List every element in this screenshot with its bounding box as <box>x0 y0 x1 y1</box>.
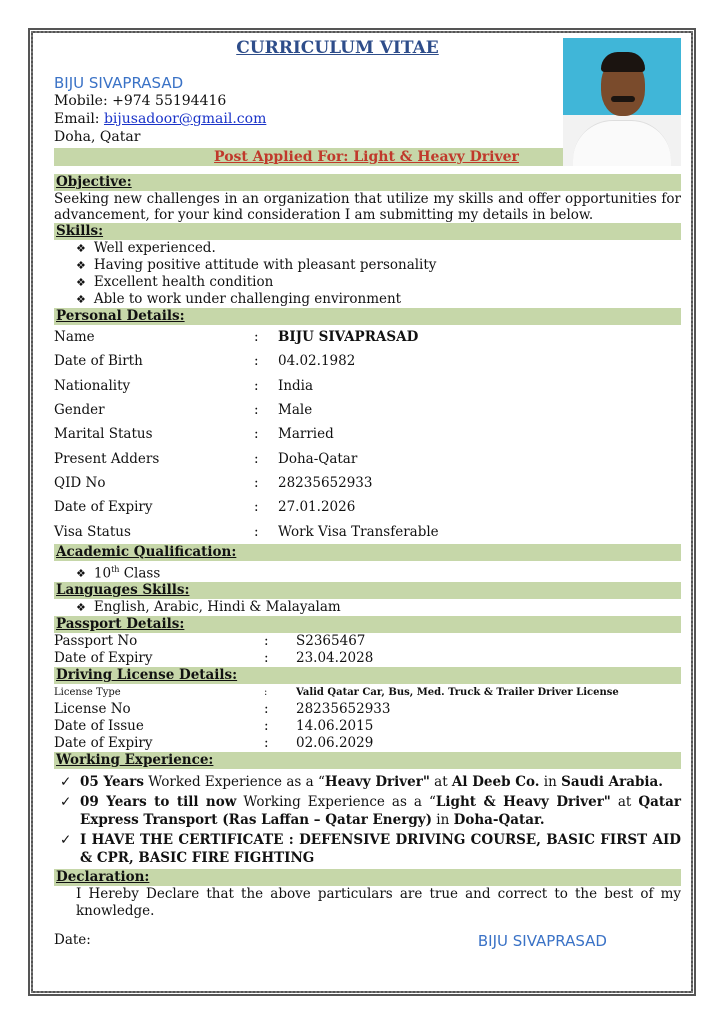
row-value: BIJU SIVAPRASAD <box>278 329 419 346</box>
row-key: Date of Expiry <box>54 499 153 516</box>
row-colon: : <box>264 701 269 718</box>
row-key: License No <box>54 701 131 718</box>
experience-heading: Working Experience: <box>54 752 681 769</box>
post-applied: Post Applied For: Light & Heavy Driver <box>54 148 679 166</box>
experience-list <box>54 773 681 867</box>
row-value: India <box>278 377 314 394</box>
email-label: Email: <box>54 111 104 127</box>
row-value: 28235652933 <box>296 701 391 718</box>
row-key: Visa Status <box>54 523 131 540</box>
list-item: ❖ Excellent health condition <box>76 274 681 291</box>
certificate-text: I HAVE THE CERTIFICATE : DEFENSIVE DRIVING COURSE, BASIC FIRST AID & CPR, BASIC FIRE FIGHTING <box>80 832 681 867</box>
table-row <box>54 735 681 752</box>
table-row <box>54 633 681 650</box>
personal-table <box>54 325 681 544</box>
row-colon: : <box>264 633 269 650</box>
checkmark-icon: ✓ <box>60 832 72 849</box>
row-value: 28235652933 <box>278 474 373 491</box>
academic-suffix: th <box>111 564 120 574</box>
profile-photo <box>563 38 681 166</box>
list-item: ❖ Well experienced. <box>76 240 681 257</box>
row-colon: : <box>254 450 259 467</box>
row-colon: : <box>254 426 259 443</box>
row-value: S2365467 <box>296 633 366 650</box>
table-row <box>54 471 681 495</box>
row-key: License Type <box>54 687 121 699</box>
list-item: ❖ English, Arabic, Hindi & Malayalam <box>76 599 681 616</box>
personal-heading: Personal Details: <box>54 308 681 325</box>
email-link[interactable]: bijusadoor@gmail.com <box>103 111 267 127</box>
row-key: Date of Issue <box>54 718 144 735</box>
row-key: Present Adders <box>54 450 160 467</box>
passport-heading: Passport Details: <box>54 616 681 633</box>
list-item <box>60 831 681 867</box>
table-row <box>54 650 681 667</box>
row-key: Date of Birth <box>54 353 143 370</box>
row-key: Gender <box>54 402 105 419</box>
cv-document <box>54 38 681 950</box>
academic-number: 10 <box>93 565 112 582</box>
academic-heading: Academic Qualification: <box>54 544 681 561</box>
mobile: Mobile: +974 55194416 <box>54 93 227 109</box>
passport-table <box>54 633 681 667</box>
academic-list <box>54 561 681 583</box>
table-row <box>54 374 681 398</box>
table-row <box>54 349 681 373</box>
row-value: Male <box>278 402 313 419</box>
table-row <box>54 718 681 735</box>
row-key: Nationality <box>54 377 131 394</box>
declaration-text: I Hereby Declare that the above particulars are true and correct to the best of my knowledge. <box>76 886 681 920</box>
footer <box>54 932 681 950</box>
row-value: Valid Qatar Car, Bus, Med. Truck & Trailer Driver License <box>296 687 619 699</box>
date-label: Date: <box>54 932 91 949</box>
skills-heading: Skills: <box>54 223 681 240</box>
row-colon: : <box>264 687 268 699</box>
page-title: CURRICULUM VITAE <box>236 38 439 58</box>
list-item: ✓ 09 Years to till now Working Experience as a “Light & Heavy Driver" at Qatar Express Transport (Ras Laffan – Qatar Energy) in Doha-Qatar. <box>60 794 681 829</box>
list-item: ❖ Able to work under challenging environment <box>76 291 681 308</box>
row-value: 04.02.1982 <box>278 353 356 370</box>
row-key: Date of Expiry <box>54 650 153 667</box>
table-row <box>54 684 681 701</box>
row-value: 27.01.2026 <box>278 499 356 516</box>
location: Doha, Qatar <box>54 129 141 145</box>
license-heading: Driving License Details: <box>54 667 681 684</box>
list-item: ❖ Having positive attitude with pleasant personality <box>76 257 681 274</box>
license-table <box>54 684 681 752</box>
table-row <box>54 446 681 470</box>
row-colon: : <box>254 474 259 491</box>
table-row <box>54 519 681 543</box>
languages-list <box>54 599 681 616</box>
candidate-name: BIJU SIVAPRASAD <box>54 74 184 92</box>
table-row <box>54 325 681 349</box>
objective-text: Seeking new challenges in an organization that utilize my skills and offer opportunities for advancement, for your kind consideration I am submitting my details in below. <box>54 191 681 223</box>
table-row <box>54 495 681 519</box>
checkmark-icon: ✓ <box>60 794 72 811</box>
row-key: Marital Status <box>54 426 153 443</box>
row-value: 02.06.2029 <box>296 735 374 752</box>
row-colon: : <box>254 402 259 419</box>
declaration-heading: Declaration: <box>54 869 681 886</box>
row-colon: : <box>254 353 259 370</box>
row-key: QID No <box>54 474 106 491</box>
row-value: Married <box>278 426 334 443</box>
signature-name: BIJU SIVAPRASAD <box>477 932 607 951</box>
checkmark-icon: ✓ <box>60 774 72 791</box>
objective-heading: Objective: <box>54 174 681 191</box>
row-value: 23.04.2028 <box>296 650 374 667</box>
table-row <box>54 422 681 446</box>
table-row <box>54 701 681 718</box>
languages-heading: Languages Skills: <box>54 582 681 599</box>
row-key: Passport No <box>54 633 138 650</box>
row-key: Name <box>54 329 95 346</box>
row-key: Date of Expiry <box>54 735 153 752</box>
row-colon: : <box>264 735 269 752</box>
row-value: 14.06.2015 <box>296 718 374 735</box>
academic-level: Class <box>119 565 161 582</box>
list-item: ✓ 05 Years Worked Experience as a “Heavy Driver" at Al Deeb Co. in Saudi Arabia. <box>60 774 664 791</box>
list-item <box>76 561 681 583</box>
skills-list <box>54 240 681 308</box>
row-colon: : <box>254 329 259 346</box>
row-colon: : <box>254 377 259 394</box>
row-value: Work Visa Transferable <box>278 523 439 540</box>
row-colon: : <box>264 718 269 735</box>
row-colon: : <box>254 523 259 540</box>
row-colon: : <box>264 650 269 667</box>
row-colon: : <box>254 499 259 516</box>
table-row <box>54 398 681 422</box>
row-value: Doha-Qatar <box>278 450 358 467</box>
